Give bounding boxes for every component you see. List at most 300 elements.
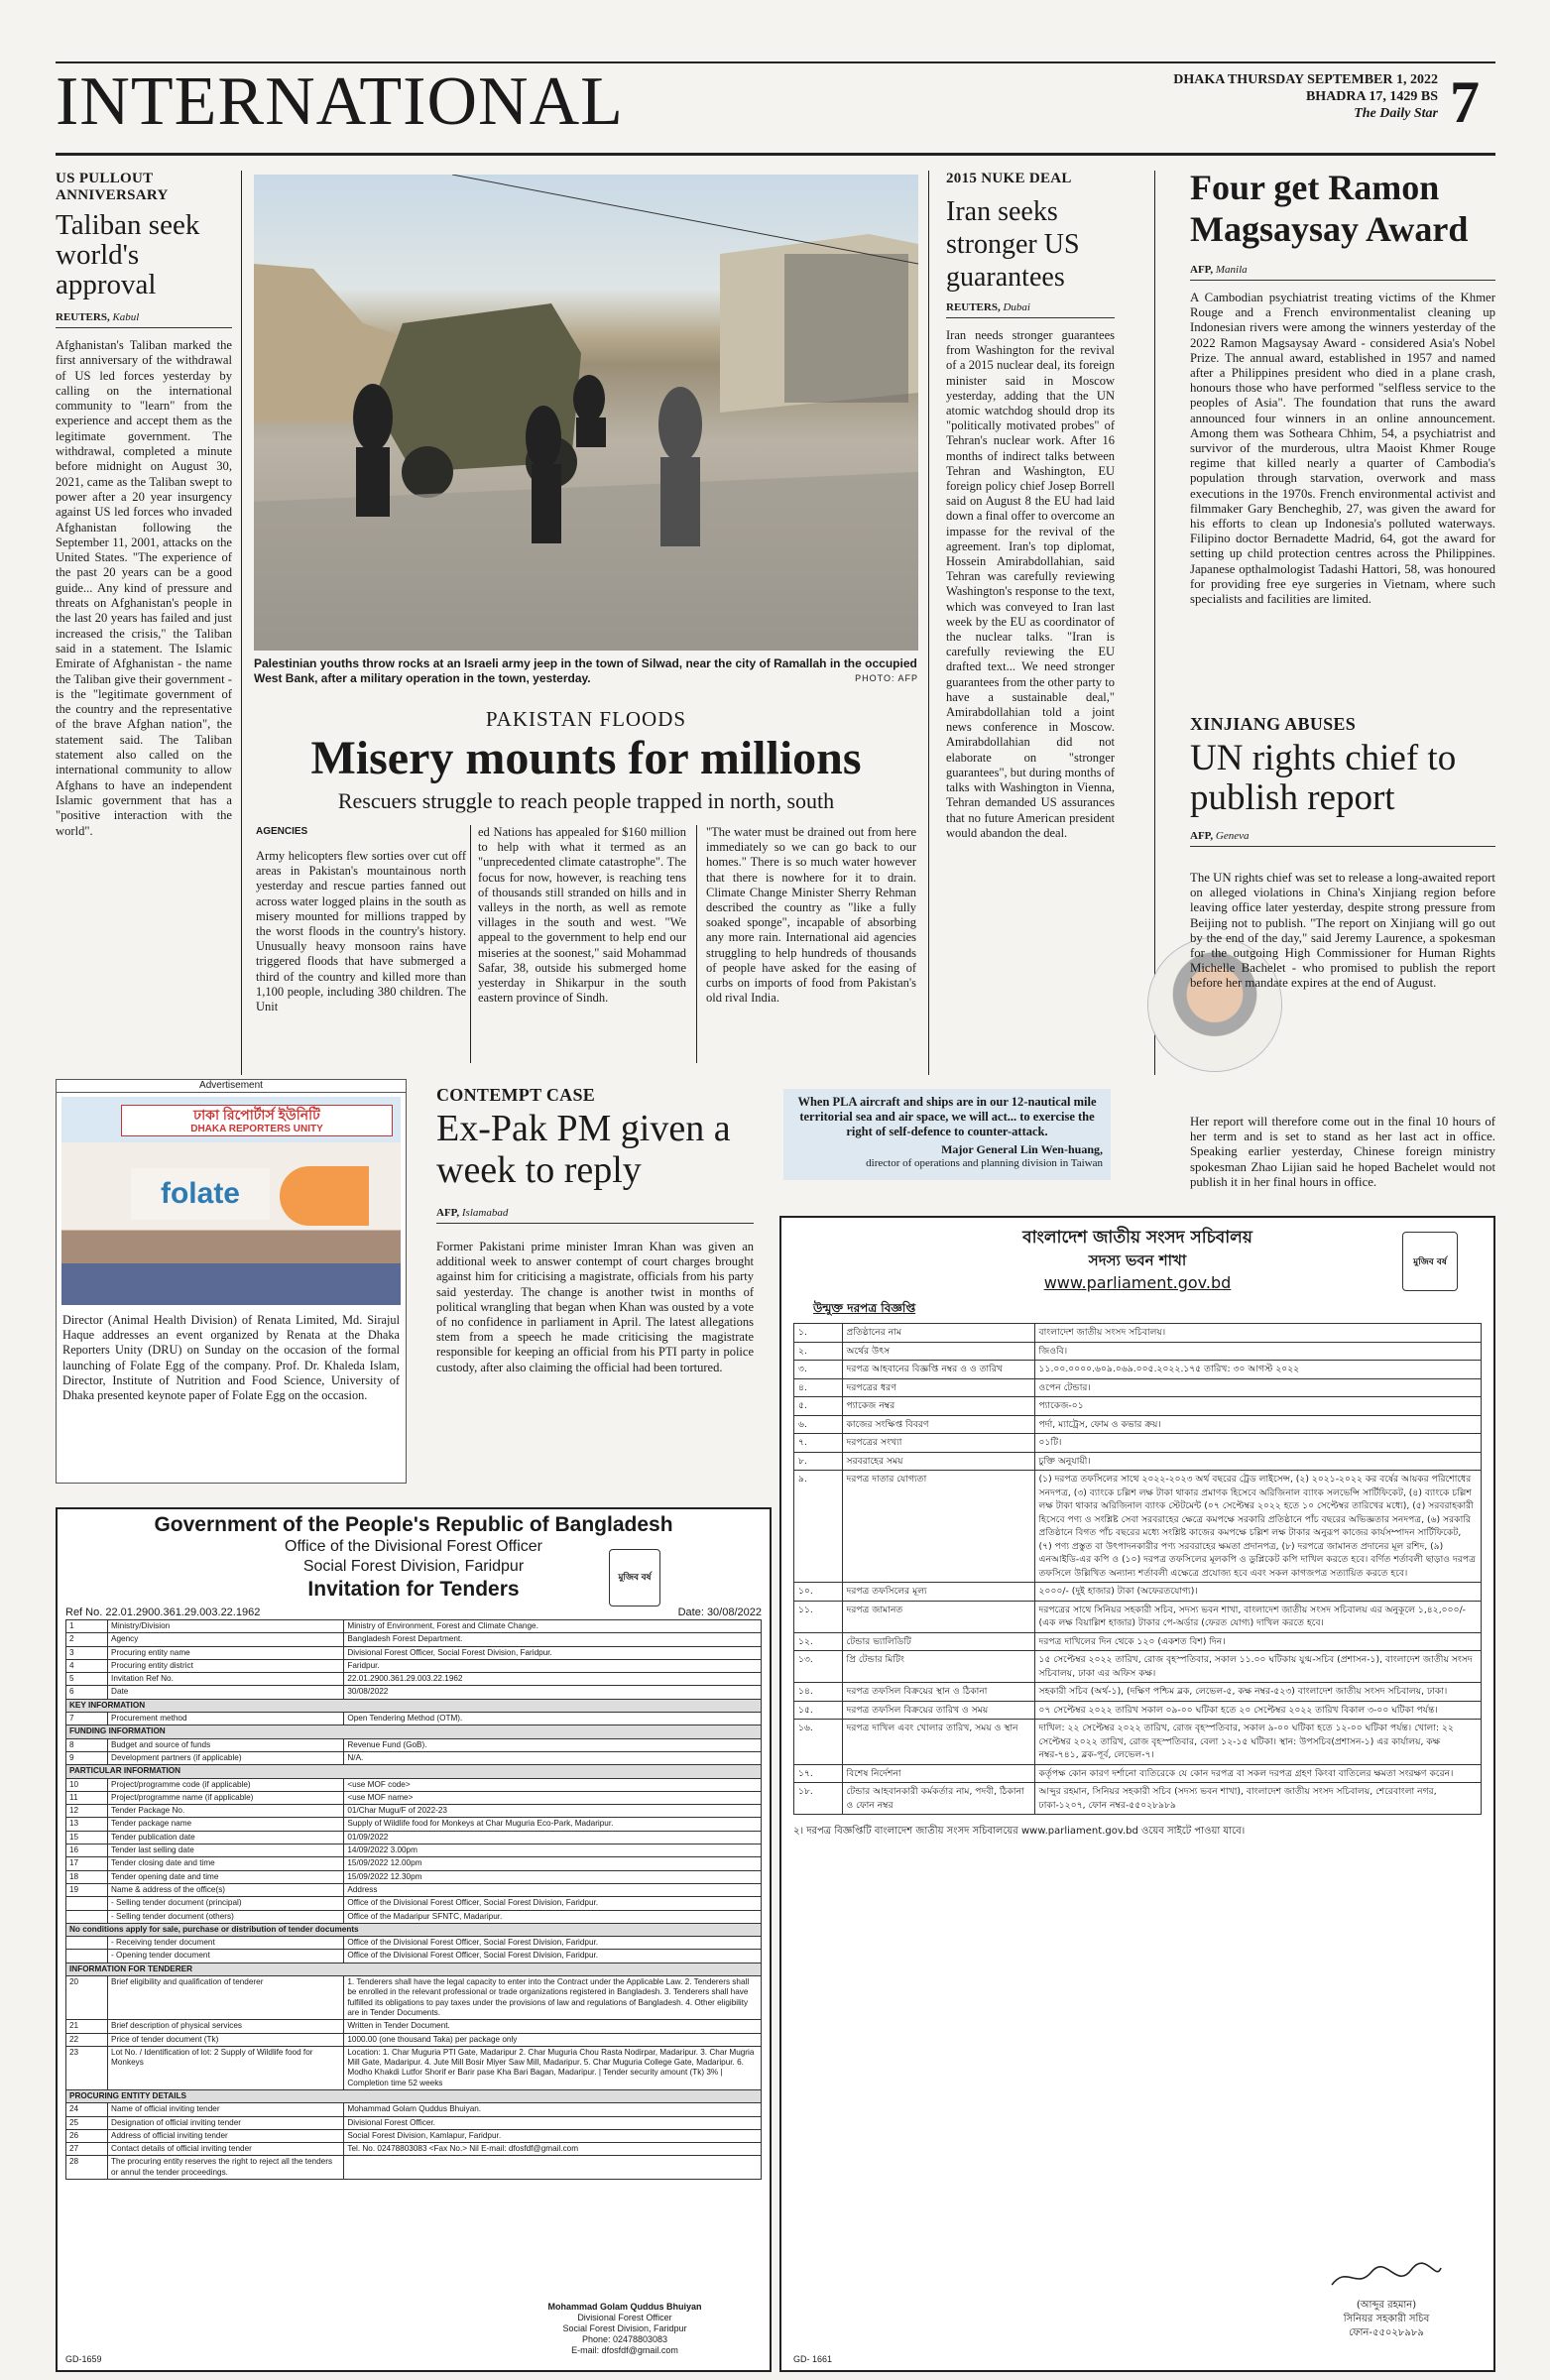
- tender-row-num: 5: [66, 1673, 108, 1686]
- tender-date: Date: 30/08/2022: [677, 1606, 762, 1618]
- xinjiang-body-bottom: Her report will therefore come out in the final 10 hours of her term and is set to stand as her last act in office. Speaking earlier yesterday, Chinese foreign ministry spokesman Zhao Lijian said he hoped Bachelet would not publish it in her final hours in office.: [1190, 1115, 1495, 1189]
- floods-headline: Misery mounts for millions: [310, 732, 862, 784]
- gate: [784, 254, 908, 403]
- tender-row: [66, 1659, 762, 1672]
- tender-row-value: Open Tendering Method (OTM).: [344, 1713, 762, 1726]
- parliament-row-value: ১৫ সেপ্টেম্বর ২০২২ তারিখ, রোজ বৃহস্পতিবার, সকাল ১১.০০ ঘটিকায় যুগ্ম-সচিব (প্রশাসন-১), বাংলাদেশ জাতীয় সংসদ সচিবালয়, ঢাকা এর অফিস কক্ষ।: [1034, 1651, 1481, 1683]
- tender-row-num: 11: [66, 1791, 108, 1804]
- tender-row: [66, 2116, 762, 2129]
- dru-ad: [56, 1079, 407, 1484]
- iran-headline: Iran seeks stronger US guarantees: [946, 196, 1080, 293]
- tender-row: [66, 2046, 762, 2089]
- parliament-sign-name: (আব্দুর রহমান): [1356, 2300, 1417, 2311]
- tender-code: GD-1659: [65, 2354, 102, 2364]
- tender-row-num: 18: [66, 1870, 108, 1883]
- floods-col2: ed Nations has appealed for $160 million to help with what it termed as an "unprecedented climate catastrophe". The focus for now, however, is reaching tens of thousands still stranded on hills and in valleys in the north, as well as remote villages in the south and west. "We appeal to the government to help end our miseries at the soonest," said Mohammad Safar, 38, outside his submerged home yesterday in Shikarpur in the south eastern province of Sindh.: [478, 825, 686, 1006]
- tender-row-key: Brief description of physical services: [108, 2020, 344, 2033]
- jeep-wheel: [402, 446, 453, 498]
- tender-row-value: Divisional Forest Officer.: [344, 2116, 762, 2129]
- tender-row-value: Location: 1. Char Muguria PTI Gate, Madaripur 2. Char Muguria Chou Rasta Nodirpar, Madaripur. 3. Char Mugria Mill Gate, Madaripur. 4. Jute Mill Bosir Miyer Saw Mill, Madaripur. 5. Char Muguria College Gate, Madaripur. 6. Modho Khakdi Lutfor Shorif er Barir pase Kha Bari Bagan, Madaripur. | Tender security amount (Tk) 3% | Completion time 52 weeks: [344, 2046, 762, 2089]
- tender-row-value: 22.01.2900.361.29.003.22.1962: [344, 1673, 762, 1686]
- tender-row-num: 26: [66, 2129, 108, 2142]
- masthead-bottom-rule: [56, 153, 1495, 156]
- tender-row-key: - Opening tender document: [108, 1950, 344, 1963]
- parliament-row-key: দরপত্রের ধরণ: [842, 1378, 1034, 1397]
- taliban-place: Kabul: [112, 311, 140, 323]
- magsaysay-body: A Cambodian psychiatrist treating victims of the Khmer Rouge and a French environmentalist cleaning up Indonesian rivers were among the winners yesterday of the 2022 Ramon Magsaysay Award - considered Asia's Nobel Prize. The annual award, established in 1957 and named after a Philippines president who died in a plane crash, honours those who have performed "selfless service to the peoples of Asia". The foundation that runs the award announced four winners in an online announcement. Among them was Sotheara Chhim, 54, a psychiatrist and survivor of the murderous, ultra Maoist Khmer Rouge regime that killed nearly a quarter of Cambodia's population through starvation, overwork and mass executions in the 1970s. French environmental activist and filmmaker Gary Bencheghib, 27, was given the award for his efforts to clean up Indonesia's polluted waterways. Filipino doctor Bernadette Madrid, 64, got the award for setting up child protection centres across the Philippines. Japanese opthalmologist Tadashi Hattori, 58, was honoured for providing free eye surgeries in Vietnam, where such specialists and facilities are limited.: [1190, 291, 1495, 607]
- tender-row-value: Office of the Divisional Forest Officer, Social Forest Division, Faridpur.: [344, 1897, 762, 1910]
- parliament-row-num: ২.: [794, 1342, 843, 1361]
- tender-row-key: Lot No. / Identification of lot: 2 Supply of Wildlife food for Monkeys: [108, 2046, 344, 2089]
- tender-row-value: Revenue Fund (GoB).: [344, 1738, 762, 1751]
- parliament-row-value: দাখিল: ২২ সেপ্টেম্বর ২০২২ তারিখ, রোজ বৃহস্পতিবার, সকাল ৯-০০ ঘটিকা হতে ১২-০০ ঘটিকা পর্যন্ত। খোলা: ২২ সেপ্টেম্বর ২০২২ তারিখ, রোজ বৃহস্পতিবার, বেলা ১২-১৫ ঘটিকা। স্থান: উপসচিব(প্রশাসন-১) এর কার্যালয়, কক্ষ নম্বর-৭৪১, ব্লক-পূর্ব, লেভেল-৭।: [1034, 1720, 1481, 1765]
- col-divider: [696, 825, 697, 1063]
- ad-product: folate: [131, 1168, 270, 1220]
- parliament-footnote: ২। দরপত্র বিজ্ঞপ্তিটি বাংলাদেশ জাতীয় সংসদ সচিবালয়ের www.parliament.gov.bd ওয়েব সাইটে পাওয়া যাবে।: [793, 1826, 1246, 1837]
- ad-banner: [121, 1105, 393, 1136]
- col-divider: [1154, 171, 1155, 1075]
- tender-sign-desig: Divisional Forest Officer: [577, 2313, 672, 2322]
- parliament-row-value: জিওবি।: [1034, 1342, 1481, 1361]
- tender-sign-name: Mohammad Golam Quddus Bhuiyan: [547, 2302, 702, 2312]
- parliament-table: [793, 1323, 1482, 1815]
- iran-agency: REUTERS,: [946, 301, 1001, 313]
- tender-row-key: Procuring entity district: [108, 1659, 344, 1672]
- photo-credit: PHOTO: AFP: [855, 673, 918, 683]
- page-number: 7: [1450, 69, 1480, 135]
- tender-row-num: [66, 1910, 108, 1923]
- tender-row-value: Address: [344, 1883, 762, 1896]
- ad-photo: [61, 1097, 401, 1305]
- tender-row-value: Office of the Divisional Forest Officer, Social Forest Division, Faridpur.: [344, 1937, 762, 1950]
- tender-office: Office of the Divisional Forest Officer: [285, 1538, 542, 1555]
- parliament-row: [794, 1701, 1482, 1720]
- tender-row-value: 15/09/2022 12.00pm: [344, 1857, 762, 1870]
- ad-table-cloth: [61, 1263, 401, 1305]
- photo-caption-box: [254, 656, 918, 686]
- parliament-row: [794, 1434, 1482, 1453]
- tender-row: [66, 1963, 762, 1975]
- tender-row-value: 1000.00 (one thousand Taka) per package only: [344, 2033, 762, 2046]
- parliament-row-key: অর্থের উৎস: [842, 1342, 1034, 1361]
- road: [254, 472, 918, 651]
- ad-banner-en: DHAKA REPORTERS UNITY: [190, 1124, 323, 1134]
- quote-box: [783, 1089, 1111, 1180]
- parliament-row-key: দরপত্রের সংখ্যা: [842, 1434, 1034, 1453]
- tender-row-key: Tender closing date and time: [108, 1857, 344, 1870]
- parliament-row-key: দরপত্র তফসিলের মূল্য: [842, 1583, 1034, 1602]
- tender-row-value: Faridpur.: [344, 1659, 762, 1672]
- tender-row-value: Office of the Madaripur SFNTC, Madaripur.: [344, 1910, 762, 1923]
- parliament-row-key: দরপত্র তফসিল বিক্রয়ের তারিখ ও সময়: [842, 1701, 1034, 1720]
- taliban-kicker-2: ANNIVERSARY: [56, 187, 169, 203]
- parliament-row: [794, 1601, 1482, 1632]
- parliament-row-num: ১৬.: [794, 1720, 843, 1765]
- tender-row-value: Written in Tender Document.: [344, 2020, 762, 2033]
- parliament-sign-desig: সিনিয়র সহকারী সচিব: [1343, 2314, 1430, 2324]
- tender-row-key: Tender Package No.: [108, 1805, 344, 1818]
- parliament-row: [794, 1361, 1482, 1379]
- contempt-place: Islamabad: [461, 1207, 509, 1219]
- parliament-row-num: ১২.: [794, 1632, 843, 1651]
- taliban-agency: REUTERS,: [56, 311, 110, 323]
- tender-row-num: 1: [66, 1620, 108, 1633]
- tender-row-num: 19: [66, 1883, 108, 1896]
- magsaysay-agency: AFP,: [1190, 264, 1214, 276]
- tender-row-key: Project/programme code (if applicable): [108, 1778, 344, 1791]
- tender-row-key: Contact details of official inviting tender: [108, 2143, 344, 2156]
- ad-egg-graphic: [280, 1166, 369, 1226]
- tender-row-num: 2: [66, 1633, 108, 1646]
- tender-row: [66, 1976, 762, 2020]
- tender-gov: Government of the People's Republic of Bangladesh: [154, 1513, 673, 1536]
- dateline: DHAKA THURSDAY SEPTEMBER 1, 2022: [1173, 72, 1438, 87]
- col-divider: [928, 171, 929, 1075]
- quote-role: director of operations and planning division in Taiwan: [866, 1157, 1103, 1169]
- tender-ref: Ref No. 22.01.2900.361.29.003.22.1962: [65, 1606, 261, 1618]
- parliament-row: [794, 1720, 1482, 1765]
- tender-row: [66, 1831, 762, 1844]
- parliament-row-key: টেন্ডার ভ্যালিডিটি: [842, 1632, 1034, 1651]
- tender-row: [66, 1738, 762, 1751]
- tender-row-key: Tender publication date: [108, 1831, 344, 1844]
- tender-row-value: Bangladesh Forest Department.: [344, 1633, 762, 1646]
- section-title: INTERNATIONAL: [56, 63, 624, 140]
- parliament-row-num: ৩.: [794, 1361, 843, 1379]
- tender-row-num: 28: [66, 2156, 108, 2180]
- tender-logo: মুজিব বর্ষ: [609, 1549, 660, 1606]
- tender-row-value: 30/08/2022: [344, 1686, 762, 1699]
- tender-row: [66, 1791, 762, 1804]
- tender-row-value: 01/09/2022: [344, 1831, 762, 1844]
- parliament-row-num: ১৪.: [794, 1683, 843, 1702]
- tender-row-value: <use MOF code>: [344, 1778, 762, 1791]
- xinjiang-place: Geneva: [1215, 830, 1250, 842]
- parliament-row-num: ১৩.: [794, 1651, 843, 1683]
- parliament-row-num: ৬.: [794, 1415, 843, 1434]
- tender-row-key: Tender package name: [108, 1818, 344, 1831]
- parliament-row-value: পর্দা, ম্যাট্রেস, ফোম ও কভার ক্রয়।: [1034, 1415, 1481, 1434]
- parliament-row: [794, 1415, 1482, 1434]
- tender-row-num: [66, 1937, 108, 1950]
- parliament-row-key: কাজের সংক্ষিপ্ত বিবরণ: [842, 1415, 1034, 1434]
- tender-row-num: 25: [66, 2116, 108, 2129]
- tender-row-num: 6: [66, 1686, 108, 1699]
- tender-signature: [516, 2302, 734, 2356]
- contempt-body: Former Pakistani prime minister Imran Khan was given an additional week to answer contempt of court charges brought against him for criticising a magistrate, officials from his party said yesterday. The change is another twist in months of political wrangling that began when Khan was ousted by a vote of no confidence in parliament in April. The latest allegations stem from a speech he made criticising the magistrate responsible for keeping an official from his PTI party in police custody, after also claiming the official had been tortured.: [436, 1240, 754, 1374]
- parliament-row-key: দরপত্র দাখিল এবং খোলার তারিখ, সময় ও স্থান: [842, 1720, 1034, 1765]
- parliament-row-key: বিশেষ নির্দেশনা: [842, 1764, 1034, 1783]
- tender-sign-email: E-mail: dfosfdf@gmail.com: [571, 2345, 678, 2355]
- tender-section-label: PARTICULAR INFORMATION: [66, 1765, 762, 1778]
- magsaysay-place: Manila: [1215, 264, 1248, 276]
- tender-row-key: Development partners (if applicable): [108, 1751, 344, 1764]
- parliament-row-key: দরপত্র তফসিল বিক্রয়ের স্থান ও ঠিকানা: [842, 1683, 1034, 1702]
- tender-row: [66, 1923, 762, 1936]
- parliament-title: বাংলাদেশ জাতীয় সংসদ সচিবালয়: [1022, 1228, 1252, 1248]
- tender-row-key: Name of official inviting tender: [108, 2103, 344, 2116]
- tender-row: [66, 1805, 762, 1818]
- tender-row-value: Divisional Forest Officer, Social Forest Division, Faridpur.: [344, 1646, 762, 1659]
- tender-row-key: Budget and source of funds: [108, 1738, 344, 1751]
- parliament-web: www.parliament.gov.bd: [1043, 1273, 1232, 1292]
- magsaysay-byline: [1190, 264, 1495, 277]
- parliament-row-value: ২০০০/- (দুই হাজার) টাকা (অফেরতযোগ্য)।: [1034, 1583, 1481, 1602]
- xinjiang-story: [1190, 716, 1495, 847]
- parliament-row-num: ১৫.: [794, 1701, 843, 1720]
- tender-row-num: 22: [66, 2033, 108, 2046]
- parliament-header: [793, 1226, 1482, 1295]
- main-photo: [254, 175, 918, 651]
- xinjiang-byline: [1190, 830, 1495, 843]
- parliament-row-num: ৫.: [794, 1397, 843, 1416]
- tender-row: [66, 1751, 762, 1764]
- tender-section-label: KEY INFORMATION: [66, 1699, 762, 1712]
- tender-row-key: Agency: [108, 1633, 344, 1646]
- tender-sign-phone: Phone: 02478803083: [581, 2334, 668, 2344]
- tender-row-value: <use MOF name>: [344, 1791, 762, 1804]
- tender-row-value: N/A.: [344, 1751, 762, 1764]
- taliban-byline: [56, 311, 232, 324]
- tender-row-num: 4: [66, 1659, 108, 1672]
- parliament-row-key: প্রি টেন্ডার মিটিং: [842, 1651, 1034, 1683]
- parliament-row-value: প্যাকেজ-০১: [1034, 1397, 1481, 1416]
- parliament-row: [794, 1378, 1482, 1397]
- tender-row-num: 24: [66, 2103, 108, 2116]
- tender-row-key: Tender opening date and time: [108, 1870, 344, 1883]
- tender-row-value: Supply of Wildlife food for Monkeys at Char Muguria Eco-Park, Madaripur.: [344, 1818, 762, 1831]
- parliament-row-key: দরপত্র দাতার যোগ্যতা: [842, 1471, 1034, 1583]
- tender-row-num: 20: [66, 1976, 108, 2020]
- parliament-row-num: ১৮.: [794, 1783, 843, 1815]
- parliament-row-key: দরপত্র আহবানের বিজ্ঞপ্তি নম্বর ও ও তারিখ: [842, 1361, 1034, 1379]
- parliament-row-value: আব্দুর রহমান, সিনিয়র সহকারী সচিব (সদস্য ভবন শাখা), বাংলাদেশ জাতীয় সংসদ সচিবালয়, শেরেবাংলা নগর, ঢাকা-১২০৭, ফোন নম্বর-৫৫০২৮৯৮৯: [1034, 1783, 1481, 1815]
- parliament-row-num: ৪.: [794, 1378, 843, 1397]
- parliament-row: [794, 1471, 1482, 1583]
- taliban-story: [56, 171, 232, 839]
- iran-place: Dubai: [1003, 301, 1030, 313]
- tender-row: [66, 2103, 762, 2116]
- parliament-row-value: সহকারী সচিব (অর্থ-১), (দক্ষিণ পশ্চিম ব্লক, লেভেল-৫, কক্ষ নম্বর-৫২৩) বাংলাদেশ জাতীয় সংসদ সচিবালয়, ঢাকা।: [1034, 1683, 1481, 1702]
- parliament-row-value: (১) দরপত্র তফসিলের সাথে ২০২২-২০২৩ অর্থ বছরের ট্রেড লাইসেন্স, (২) ২০২১-২০২২ কর বর্ষের আয়কর পরিশোধের সনদপত্র, (৩) ব্যাংকে চল্লিশ লক্ষ টাকা থাকার প্রমাণক হিসেবে অরিজিনাল ব্যাংক সলভেন্সি সার্টিফিকেট, (৪) ব্যাংকে চল্লিশ লক্ষ টাকা থাকার অরিজিনাল ব্যাংক স্টেটমেন্ট (০৭ সেপ্টেম্বর ২০২২ হতে ১০ সেপ্টেম্বর তারিখের মধ্যে), (৫) সরবরাহকারী হিসেবে পণ্য ও সংশ্লিষ্ট সেবা সরবরাহের ক্ষেত্রে কমপক্ষে সরকারি প্রতিষ্ঠানে পাঁচ বছরের অভিজ্ঞতার সনদপত্র, (৬) সরকারি প্রতিষ্ঠানে বিগত পাঁচ বছরের মধ্যে সংশ্লিষ্ট কাজের কমপক্ষে চল্লিশ লক্ষ টাকার অনুরূপ কাজের কার্যসম্পাদন সার্টিফিকেট, (৭) পণ্য প্রস্তুত বা উৎপাদনকারীর পণ্য সরবরাহের ক্ষমতা প্রদানপত্র, (৮) দরপত্রে জামানত প্রদানের মূল রশিদ, (৯) এনআইডি-এর কপি ও (১০) দরপত্র তফসিলের মূলকপি ও ডুপ্লিকেট কপি দাখিল করতে হবে। বর্ণিত শর্তাবলী ছাড়াও দরপত্র তফসিলে উল্লিখিত অন্যান্য শর্তাবলী এক্ষেত্রে প্রযোজ্য হবে এবং সকল কাগজপত্র সত্যায়িত করতে হবে।: [1034, 1471, 1481, 1583]
- tender-row-num: 16: [66, 1844, 108, 1857]
- tender-row-key: Designation of official inviting tender: [108, 2116, 344, 2129]
- tender-row: [66, 1765, 762, 1778]
- tender-row: [66, 2089, 762, 2102]
- contempt-agency: AFP,: [436, 1207, 460, 1219]
- taliban-headline: Taliban seek world's approval: [56, 209, 200, 300]
- xinjiang-kicker: XINJIANG ABUSES: [1190, 714, 1357, 734]
- tender-row-value: 01/Char Mugu/F of 2022-23: [344, 1805, 762, 1818]
- magsaysay-story: [1190, 167, 1495, 607]
- tender-row-key: Tender last selling date: [108, 1844, 344, 1857]
- tender-row: [66, 1699, 762, 1712]
- ad-label: Advertisement: [57, 1080, 406, 1093]
- tender-row-num: [66, 1897, 108, 1910]
- tender-row-value: [344, 2156, 762, 2180]
- tender-row-num: 17: [66, 1857, 108, 1870]
- tender-row-key: - Receiving tender document: [108, 1937, 344, 1950]
- tender-row-value: Ministry of Environment, Forest and Climate Change.: [344, 1620, 762, 1633]
- parliament-notice: উন্মুক্ত দরপত্র বিজ্ঞপ্তি: [813, 1301, 916, 1315]
- power-line: [452, 175, 918, 264]
- tender-row: [66, 1726, 762, 1738]
- parliament-row-num: ১.: [794, 1324, 843, 1343]
- floods-kicker: PAKISTAN FLOODS: [485, 707, 687, 731]
- tender-row-num: 8: [66, 1738, 108, 1751]
- ad-banner-bn: ঢাকা রিপোর্টার্স ইউনিটি: [193, 1107, 320, 1123]
- parliament-row: [794, 1783, 1482, 1815]
- contempt-byline: [436, 1207, 774, 1220]
- tender-row-num: 23: [66, 2046, 108, 2089]
- tender-row: [66, 1857, 762, 1870]
- quote-text: When PLA aircraft and ships are in our 12-nautical mile territorial sea and air space, we will act... to exercise the right of self-defence to counter-attack.: [797, 1095, 1097, 1138]
- tender-row-value: Tel. No. 02478803083 <Fax No.> Nil E-mail: dfosfdf@gmail.com: [344, 2143, 762, 2156]
- tender-row: [66, 1937, 762, 1950]
- tender-row: [66, 1910, 762, 1923]
- parliament-row-num: ৭.: [794, 1434, 843, 1453]
- tender-row-key: The procuring entity reserves the right to reject all the tenders or annul the tender proceedings.: [108, 2156, 344, 2180]
- quote-author: Major General Lin Wen-huang,: [941, 1142, 1103, 1156]
- tender-row: [66, 1818, 762, 1831]
- tender-section-label: PROCURING ENTITY DETAILS: [66, 2089, 762, 2102]
- parliament-row-key: প্যাকেজ নম্বর: [842, 1397, 1034, 1416]
- tender-row-num: 27: [66, 2143, 108, 2156]
- parliament-row-key: সরবরাহের সময়: [842, 1452, 1034, 1471]
- parliament-tender-ad: [779, 1216, 1495, 2372]
- tender-row: [66, 1950, 762, 1963]
- parliament-row-value: ০১টি।: [1034, 1434, 1481, 1453]
- tender-row-value: Social Forest Division, Kamlapur, Faridpur.: [344, 2129, 762, 2142]
- tender-row: [66, 2020, 762, 2033]
- parliament-row: [794, 1452, 1482, 1471]
- parliament-row-num: ৮.: [794, 1452, 843, 1471]
- tender-row: [66, 1883, 762, 1896]
- floods-head: [254, 706, 918, 815]
- col-divider: [470, 825, 471, 1063]
- floods-col3: "The water must be drained out from here immediately so we can go back to our homes." There is so much water however that there is nowhere for it to drain. Climate Change Minister Sherry Rehman described the country as "like a fully soaked sponge", incapable of absorbing any more rain. International aid agencies struggling to help hundreds of thousands of people have asked for the easing of curbs on imports of food from Pakistan's old rival India.: [706, 825, 916, 1006]
- parliament-sub: সদস্য ভবন শাখা: [1088, 1251, 1187, 1269]
- tender-row: [66, 2156, 762, 2180]
- tender-row: [66, 1633, 762, 1646]
- contempt-kicker: CONTEMPT CASE: [436, 1085, 596, 1105]
- col-divider: [241, 171, 242, 1075]
- iran-kicker: 2015 NUKE DEAL: [946, 171, 1072, 186]
- tender-row-key: Price of tender document (Tk): [108, 2033, 344, 2046]
- tender-row-num: 9: [66, 1751, 108, 1764]
- parliament-row: [794, 1632, 1482, 1651]
- bengali-date: BHADRA 17, 1429 BS: [1305, 89, 1438, 104]
- parliament-row: [794, 1397, 1482, 1416]
- parliament-row: [794, 1583, 1482, 1602]
- tender-row-key: Procuring entity name: [108, 1646, 344, 1659]
- parliament-row-num: ১৭.: [794, 1764, 843, 1783]
- tender-row-num: [66, 1950, 108, 1963]
- parliament-row-value: দরপত্র দাখিলের দিন থেকে ১২০ (একশত বিশ) দিন।: [1034, 1632, 1481, 1651]
- tender-row-value: 1. Tenderers shall have the legal capacity to enter into the Contract under the Applicable Law. 2. Tenderers shall be enrolled in the relevant professional or trade organizations registered in Bangladesh. 3. Tenderers shall have fulfilled its obligations to pay taxes under the provisions of law and regulations of Bangladesh. 4. Other eligibility are in Tender Documents.: [344, 1976, 762, 2020]
- tender-row-key: - Selling tender document (principal): [108, 1897, 344, 1910]
- dateline-block: [1081, 71, 1438, 122]
- floods-agency: AGENCIES: [256, 826, 308, 837]
- tender-row-value: 15/09/2022 12.30pm: [344, 1870, 762, 1883]
- tender-row: [66, 1844, 762, 1857]
- tender-row: [66, 1686, 762, 1699]
- tender-table: [65, 1619, 762, 2180]
- tender-row-key: Procurement method: [108, 1713, 344, 1726]
- parliament-row-value: বাংলাদেশ জাতীয় সংসদ সচিবালয়।: [1034, 1324, 1481, 1343]
- tender-row-key: Ministry/Division: [108, 1620, 344, 1633]
- tender-row-key: Brief eligibility and qualification of tenderer: [108, 1976, 344, 2020]
- parliament-row-num: ৯.: [794, 1471, 843, 1583]
- xinjiang-body-top: The UN rights chief was set to release a long-awaited report on alleged violations in China's Xinjiang region before leaving office later yesterday, despite strong pressure from Beijing not to publish. "The report on Xinjiang will go out by the end of the day," said Jeremy Laurence, a spokesman for the outgoing High Commissioner for Human Rights Michelle Bachelet - who promised to publish the report before her mandate expires at the end of August.: [1190, 871, 1495, 991]
- tender-ref-line: [65, 1606, 762, 1619]
- tender-title: Invitation for Tenders: [307, 1578, 520, 1601]
- iran-body: Iran needs stronger guarantees from Washington for the revival of a 2015 nuclear deal, its foreign minister said in Moscow yesterday, adding that the UN atomic watchdog should drop its "politically motivated probes" of Tehran's nuclear work. After 16 months of indirect talks between Tehran and Washington, EU foreign policy chief Josep Borrell said on August 8 the EU had laid down a final offer to overcome an impasse for the revival of the agreement. Iran's top diplomat, Hossein Amirabdollahian, said Tehran was carefully reviewing Washington's response to the text, which was conveyed to Iran last week by the EU as coordinator of the nuclear talks. "Iran is carefully reviewing the EU drafted text... We need stronger guarantees from the other party to have a sustainable deal," Amirabdollahian told a joint news conference in Moscow. Amirabdollahian did not elaborate on "stronger guarantees", but during months of talks with Washington in Vienna, Tehran demanded US assurances that no future American president would abandon the deal.: [946, 328, 1116, 840]
- parliament-row: [794, 1342, 1482, 1361]
- parliament-row: [794, 1764, 1482, 1783]
- tender-row: [66, 1713, 762, 1726]
- iran-byline: [946, 301, 1115, 314]
- tender-row: [66, 1620, 762, 1633]
- tender-row: [66, 2033, 762, 2046]
- parliament-row-value: ১১.০০.০০০০.৬০৯.০৬৯.০০৫.২০২২.১৭৫ তারিখ: ৩০ আগস্ট ২০২২: [1034, 1361, 1481, 1379]
- tender-row-value: 14/09/2022 3.00pm: [344, 1844, 762, 1857]
- tender-row: [66, 2143, 762, 2156]
- tender-row-key: Invitation Ref No.: [108, 1673, 344, 1686]
- parliament-row-value: ০৭ সেপ্টেম্বর ২০২২ তারিখ সকাল ০৯-০০ ঘটিকা হতে ২০ সেপ্টেম্বর ২০২২ তারিখ বিকাল ৩-০০ ঘটিকা পর্যন্ত।: [1034, 1701, 1481, 1720]
- parliament-code: GD- 1661: [793, 2354, 833, 2364]
- contempt-headline: Ex-Pak PM given a week to reply: [436, 1108, 731, 1191]
- taliban-kicker-1: US PULLOUT: [56, 171, 154, 186]
- tender-sign-office: Social Forest Division, Faridpur: [562, 2323, 687, 2333]
- taliban-body: Afghanistan's Taliban marked the first anniversary of the withdrawal of US led forces yesterday by calling on the international community to "learn" from the experience and accept them as the legitimate government. The withdrawal, completed a minute before midnight on August 30, 2021, came as the Taliban swept to power after a 20 year insurgency against US led forces who invaded Afghanistan following the September 11, 2001, attacks on the United States. "The experience of the past 20 years can be a good guide... Any kind of pressure and threats on Afghanistan's people in the last 20 years has failed and just increased the crisis," the Taliban said in a statement. The Islamic Emirate of Afghanistan - the name the Taliban give their government - is the "legitimate government of the country and the representative of the brave Afghan nation", the statement said. The Taliban statement also called on the international community to allow Afghans to have an independent Islamic government that has a "positive interaction with the world".: [56, 338, 232, 838]
- tender-section-label: INFORMATION FOR TENDERER: [66, 1963, 762, 1975]
- parliament-row: [794, 1651, 1482, 1683]
- parliament-row-value: চুক্তি অনুযায়ী।: [1034, 1452, 1481, 1471]
- tender-row: [66, 2129, 762, 2142]
- parliament-logo: মুজিব বর্ষ: [1402, 1232, 1458, 1291]
- tender-row-key: Date: [108, 1686, 344, 1699]
- parliament-row-num: ১১.: [794, 1601, 843, 1632]
- iran-story: [946, 171, 1115, 841]
- tender-row-key: - Selling tender document (others): [108, 1910, 344, 1923]
- tender-row-num: 7: [66, 1713, 108, 1726]
- tender-section-label: FUNDING INFORMATION: [66, 1726, 762, 1738]
- main-photo-art: [254, 175, 918, 651]
- parliament-sign-phone: ফোন-৫৫০২৮৯৮৯: [1349, 2327, 1424, 2338]
- contempt-story: [436, 1087, 774, 1224]
- tender-row: [66, 1646, 762, 1659]
- ad-caption: Director (Animal Health Division) of Renata Limited, Md. Sirajul Haque addresses an event organized by Renata at the Dhaka Reporters Unity (DRU) on Sunday on the occasion of the formal launching of Folate Egg of the company. Prof. Dr. Khaleda Islam, Director, Institute of Nutrition and Food Science, University of Dhaka presented keynote paper of Folate Egg on the occasion.: [62, 1313, 400, 1403]
- parliament-signature: [1307, 2260, 1466, 2340]
- tender-row-key: Name & address of the office(s): [108, 1883, 344, 1896]
- floods-deck: Rescuers struggle to reach people trapped in north, south: [337, 788, 835, 813]
- tender-section-label: No conditions apply for sale, purchase or distribution of tender documents: [66, 1923, 762, 1936]
- parliament-row-value: কর্তৃপক্ষ কোন কারণ দর্শানো ব্যতিরেকে যে কোন দরপত্র বা সকল দরপত্র গ্রহণ কিংবা বাতিলের ক্ষমতা সংরক্ষণ করেন।: [1034, 1764, 1481, 1783]
- parliament-row: [794, 1324, 1482, 1343]
- tender-row-num: 15: [66, 1831, 108, 1844]
- floods-col1: Army helicopters flew sorties over cut off areas in Pakistan's mountainous north yesterday and rescue parties fanned out across water logged plains in the south as misery mounted for millions trapped by the worst floods in the country's history. Unusually heavy monsoon rains have triggered floods that have submerged a third of the country and killed more than 1,100 people, including 380 children. The Unit: [256, 849, 466, 1014]
- paper-name: The Daily Star: [1354, 106, 1438, 121]
- parliament-row-key: প্রতিষ্ঠানের নাম: [842, 1324, 1034, 1343]
- tender-row-value: Office of the Divisional Forest Officer, Social Forest Division, Faridpur.: [344, 1950, 762, 1963]
- parliament-row: [794, 1683, 1482, 1702]
- parliament-row-value: ওপেন টেন্ডার।: [1034, 1378, 1481, 1397]
- tender-row-num: 21: [66, 2020, 108, 2033]
- tender-row-key: Address of official inviting tender: [108, 2129, 344, 2142]
- tender-row-num: 10: [66, 1778, 108, 1791]
- parliament-row-key: টেন্ডার আহবানকারী কর্মকর্তার নাম, পদবী, ঠিকানা ও ফোন নম্বর: [842, 1783, 1034, 1815]
